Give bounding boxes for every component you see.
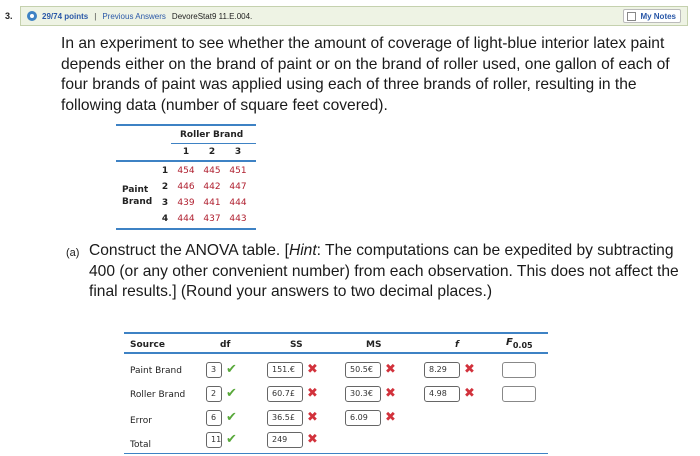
column-header: 2 xyxy=(208,147,216,157)
f-critical-roller-brand-input[interactable] xyxy=(502,386,536,402)
part-a-label: (a) xyxy=(66,247,80,259)
table-cell: 447 xyxy=(229,182,247,192)
column-header: 1 xyxy=(182,147,190,157)
part-a-text-after: : The computations can be expedited by subtracting 400 (or any other convenient number) from each observation. This does not affect the final results.] (Round your answers to two decimal places.) xyxy=(89,242,679,300)
row-label: 2 xyxy=(161,182,169,192)
cross-icon: ✖ xyxy=(464,386,475,401)
header-ss: SS xyxy=(290,340,303,350)
table-rule xyxy=(124,332,548,334)
df-error-input[interactable]: 6 xyxy=(206,410,222,426)
row-label: 4 xyxy=(161,214,169,224)
f-paint-brand-input[interactable]: 8.29 xyxy=(424,362,460,378)
cross-icon: ✖ xyxy=(385,362,396,377)
paint-brand-heading-line1: Paint xyxy=(122,185,149,195)
cross-icon: ✖ xyxy=(307,410,318,425)
header-separator: | xyxy=(94,11,97,21)
problem-statement: In an experiment to see whether the amount of coverage of light-blue interior latex paint depends either on the brand of paint or on the brand of roller used, one gallon of each of four brands of paint was applied using each of three brands of roller, resulting in the following data (number of square feet covered). xyxy=(61,35,670,114)
header-f: f xyxy=(455,340,459,350)
table-rule xyxy=(116,124,256,126)
f-roller-brand-input[interactable]: 4.98 xyxy=(424,386,460,402)
ss-paint-brand-input[interactable]: 151.€ xyxy=(267,362,303,378)
table-cell: 437 xyxy=(203,214,221,224)
hint-label: Hint xyxy=(288,242,317,259)
table-cell: 444 xyxy=(229,198,247,208)
table-cell: 439 xyxy=(177,198,195,208)
header-f-critical-sub: 0.05 xyxy=(512,341,533,350)
header-f-critical xyxy=(506,337,533,350)
part-a-text-before: Construct the ANOVA table. [ xyxy=(89,242,289,259)
header-source: Source xyxy=(130,340,165,350)
question-source: DevoreStat9 11.E.004. xyxy=(171,11,253,21)
points-score: 29/74 points xyxy=(42,11,89,21)
paint-brand-heading xyxy=(122,184,152,208)
header-ms: MS xyxy=(366,340,382,350)
cross-icon: ✖ xyxy=(385,410,396,425)
check-icon: ✔ xyxy=(226,362,237,377)
question-header xyxy=(5,6,688,26)
source-error: Error xyxy=(130,416,152,426)
ms-paint-brand-input[interactable]: 50.5€ xyxy=(345,362,381,378)
df-paint-brand-input[interactable]: 3 xyxy=(206,362,222,378)
table-cell: 445 xyxy=(203,166,221,176)
table-cell: 454 xyxy=(177,166,195,176)
ms-roller-brand-input[interactable]: 30.3€ xyxy=(345,386,381,402)
table-rule xyxy=(171,143,256,144)
question-number: 3. xyxy=(5,11,13,21)
column-header: 3 xyxy=(234,147,242,157)
cross-icon: ✖ xyxy=(307,386,318,401)
cross-icon: ✖ xyxy=(464,362,475,377)
roller-brand-heading: Roller Brand xyxy=(180,130,244,140)
previous-answers-link[interactable]: Previous Answers xyxy=(102,11,166,21)
cross-icon: ✖ xyxy=(385,386,396,401)
table-cell: 444 xyxy=(177,214,195,224)
status-indicator-icon xyxy=(27,11,37,21)
notes-icon xyxy=(627,12,636,21)
ms-error-input[interactable]: 6.09 xyxy=(345,410,381,426)
source-paint-brand: Paint Brand xyxy=(130,366,182,376)
ss-total-input[interactable]: 249 xyxy=(267,432,303,448)
header-f-critical-base: F xyxy=(506,337,513,348)
table-cell: 441 xyxy=(203,198,221,208)
source-roller-brand: Roller Brand xyxy=(130,390,186,400)
cross-icon: ✖ xyxy=(307,432,318,447)
table-rule xyxy=(116,160,256,162)
table-cell: 446 xyxy=(177,182,195,192)
row-label: 1 xyxy=(161,166,169,176)
table-rule xyxy=(124,352,548,354)
table-rule xyxy=(124,453,548,454)
cross-icon: ✖ xyxy=(307,362,318,377)
table-rule xyxy=(116,228,256,230)
f-critical-paint-brand-input[interactable] xyxy=(502,362,536,378)
check-icon: ✔ xyxy=(226,386,237,401)
row-label: 3 xyxy=(161,198,169,208)
paint-brand-heading-line2: Brand xyxy=(122,197,153,207)
table-cell: 451 xyxy=(229,166,247,176)
anova-table xyxy=(124,332,548,456)
ss-roller-brand-input[interactable]: 60.7£ xyxy=(267,386,303,402)
df-roller-brand-input[interactable]: 2 xyxy=(206,386,222,402)
part-a-instructions xyxy=(89,241,679,303)
my-notes-button[interactable] xyxy=(623,9,681,23)
table-cell: 442 xyxy=(203,182,221,192)
source-total: Total xyxy=(130,440,152,450)
my-notes-label: My Notes xyxy=(640,12,676,21)
df-total-input[interactable]: 11 xyxy=(206,432,222,448)
check-icon: ✔ xyxy=(226,410,237,425)
check-icon: ✔ xyxy=(226,432,237,447)
header-df: df xyxy=(220,340,231,350)
table-cell: 443 xyxy=(229,214,247,224)
ss-error-input[interactable]: 36.5£ xyxy=(267,410,303,426)
